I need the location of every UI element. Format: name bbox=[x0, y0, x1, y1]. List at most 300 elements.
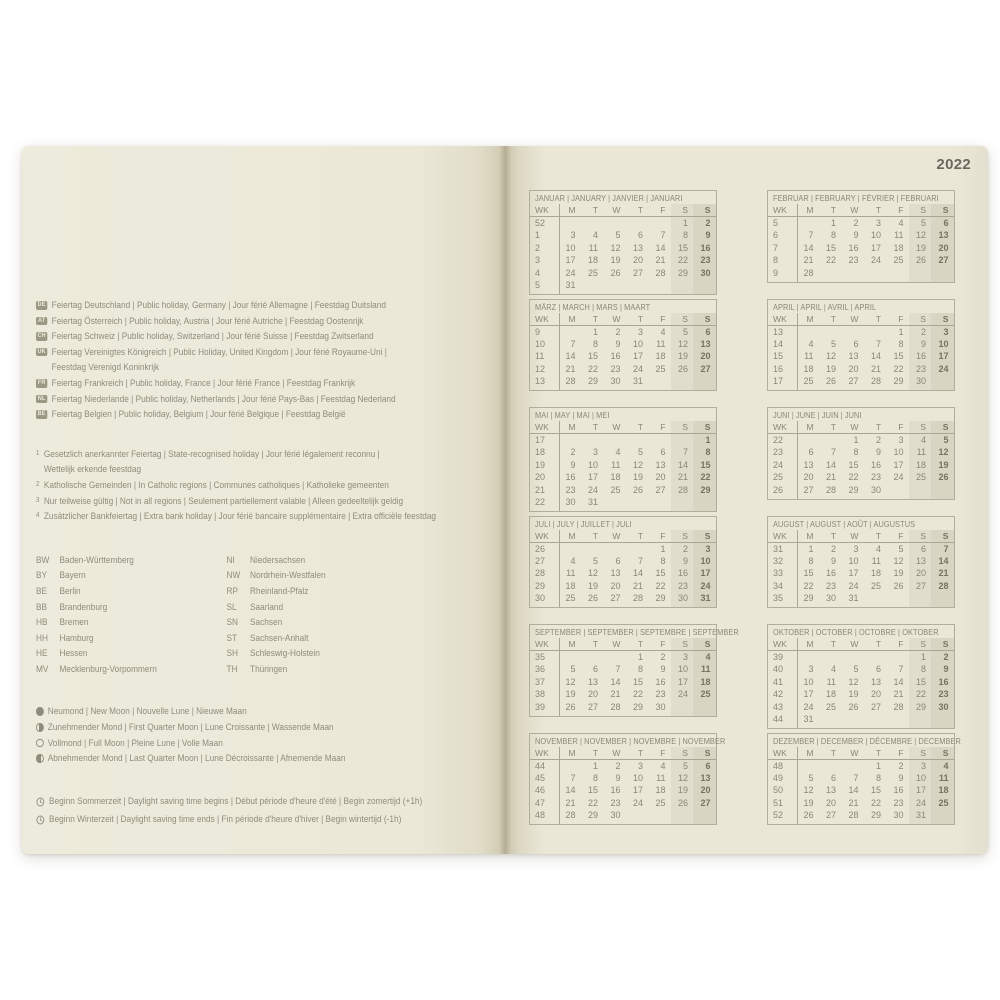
day-cell: 2 bbox=[615, 760, 621, 771]
week-number: 12 bbox=[535, 363, 546, 374]
mini-calendar-november bbox=[529, 733, 726, 826]
day-cell: 19 bbox=[938, 459, 949, 470]
day-cell bbox=[909, 484, 932, 496]
day-cell: 9 bbox=[943, 664, 949, 675]
week-row bbox=[768, 701, 954, 713]
moon-legend-text: Abnehmender Mond | Last Quarter Moon | Lune Décroissante | Afnemende Maan bbox=[47, 753, 346, 765]
states-legend bbox=[36, 553, 497, 678]
day-cell: 9 bbox=[682, 555, 688, 566]
day-cell: 20 bbox=[700, 351, 711, 362]
day-cell: 1 bbox=[875, 760, 881, 771]
week-number: 9 bbox=[773, 267, 779, 278]
day-cell: 24 bbox=[565, 267, 576, 278]
state-item bbox=[36, 662, 227, 678]
week-number: 17 bbox=[773, 376, 784, 387]
day-cell bbox=[886, 484, 909, 496]
week-number: 8 bbox=[773, 255, 779, 266]
day-cell: 7 bbox=[615, 664, 621, 675]
weekday-label: S bbox=[682, 639, 688, 649]
day-cell: 19 bbox=[825, 363, 836, 374]
day-cell: 23 bbox=[610, 797, 621, 808]
day-cell: 17 bbox=[893, 459, 904, 470]
legend-line: Katholische Gemeinden | In Catholic regions | Communes catholiques | Katholieke gemeenten bbox=[43, 479, 389, 491]
day-cell: 17 bbox=[803, 689, 814, 700]
weekday-label: W bbox=[612, 530, 621, 541]
state-abbr: NW bbox=[226, 570, 241, 582]
state-abbr: HH bbox=[36, 632, 48, 644]
moon-phase-legend bbox=[36, 704, 497, 766]
week-label: WK bbox=[535, 639, 549, 649]
week-row bbox=[530, 242, 716, 254]
day-cell bbox=[864, 592, 887, 604]
weekday-label: T bbox=[637, 422, 643, 432]
day-cell: 23 bbox=[938, 689, 949, 700]
week-number: 5 bbox=[773, 218, 779, 228]
weekday-label: T bbox=[875, 639, 881, 649]
week-number: 23 bbox=[773, 447, 784, 458]
day-cell: 12 bbox=[677, 772, 688, 783]
legend-line: Zusätzlicher Bankfeiertag | Extra bank holiday | Jour férié bancaire supplémentaire | Extra officiële feestdag bbox=[43, 511, 437, 523]
holiday-legend-item bbox=[36, 329, 497, 345]
legend-line: Feiertag Vereinigtes Königreich | Public Holiday, United Kingdom | Jour férié Royaume-Uni | bbox=[51, 346, 387, 358]
week-row bbox=[530, 688, 716, 700]
day-cell: 27 bbox=[803, 484, 814, 495]
weekday-label: W bbox=[850, 313, 859, 324]
calendar-title-april: APRIL | APRIL | AVRIL | APRIL bbox=[773, 301, 877, 312]
week-number: 26 bbox=[535, 543, 546, 554]
day-cell: 21 bbox=[870, 363, 881, 374]
week-number: 36 bbox=[535, 664, 546, 675]
week-number: 19 bbox=[535, 459, 546, 470]
day-cell: 18 bbox=[893, 242, 904, 253]
week-number: 22 bbox=[535, 496, 546, 507]
day-cell: 29 bbox=[632, 701, 643, 712]
day-cell: 3 bbox=[637, 760, 643, 771]
week-row bbox=[768, 375, 954, 387]
week-number: 17 bbox=[535, 435, 546, 445]
state-abbr: RP bbox=[226, 585, 239, 597]
week-row bbox=[530, 543, 716, 555]
weekday-label: S bbox=[942, 530, 949, 541]
week-label: WK bbox=[535, 530, 549, 541]
moon-legend-item bbox=[36, 704, 497, 720]
legend-line: Nur teilweise gültig | Not in all regions | Seulement partiellement valable | Alleen gedeeltelijk geldig bbox=[43, 495, 404, 507]
day-cell: 5 bbox=[592, 555, 598, 566]
waxing-moon-icon bbox=[36, 723, 43, 732]
new-moon-icon bbox=[36, 707, 43, 716]
day-cell: 12 bbox=[938, 447, 949, 458]
day-cell: 21 bbox=[565, 363, 576, 374]
day-cell: 1 bbox=[920, 652, 926, 662]
day-cell: 30 bbox=[677, 593, 688, 604]
calendar-weekday-header bbox=[768, 421, 954, 434]
week-row bbox=[530, 701, 716, 713]
week-number: 44 bbox=[535, 760, 546, 771]
day-cell bbox=[819, 713, 842, 725]
day-cell bbox=[864, 713, 887, 725]
day-cell: 5 bbox=[615, 230, 621, 241]
week-row bbox=[768, 809, 954, 821]
day-cell: 6 bbox=[705, 760, 711, 771]
day-cell: 13 bbox=[700, 772, 711, 783]
day-cell: 30 bbox=[825, 593, 836, 604]
day-cell: 6 bbox=[660, 447, 666, 458]
day-cell: 11 bbox=[871, 555, 881, 566]
week-number: 29 bbox=[535, 580, 546, 591]
day-cell: 28 bbox=[803, 267, 814, 278]
week-row bbox=[768, 555, 954, 567]
weekday-label: S bbox=[920, 422, 926, 432]
day-cell bbox=[626, 496, 649, 508]
day-cell bbox=[841, 760, 864, 772]
week-number: 21 bbox=[535, 484, 546, 495]
day-cell: 21 bbox=[848, 797, 859, 808]
calendar-weekday-header bbox=[530, 530, 716, 543]
day-cell: 14 bbox=[803, 242, 814, 253]
day-cell bbox=[796, 434, 819, 446]
state-abbr: ST bbox=[226, 632, 238, 644]
weekday-label: M bbox=[568, 313, 576, 324]
week-label: WK bbox=[535, 747, 549, 758]
day-cell: 16 bbox=[565, 472, 576, 483]
day-cell: 23 bbox=[700, 255, 711, 266]
day-cell: 26 bbox=[565, 701, 576, 712]
day-cell: 8 bbox=[592, 772, 598, 783]
day-cell: 15 bbox=[915, 676, 926, 687]
day-cell: 26 bbox=[803, 810, 814, 821]
day-cell: 18 bbox=[803, 363, 814, 374]
weekday-label: S bbox=[682, 205, 688, 215]
week-number: 50 bbox=[773, 785, 784, 796]
weekday-label: W bbox=[850, 747, 859, 758]
day-cell: 7 bbox=[682, 447, 688, 458]
calendar-weekday-header bbox=[530, 747, 716, 760]
day-cell: 11 bbox=[804, 351, 814, 362]
calendar-title-july: JULI | JULY | JUILLET | JULI bbox=[535, 518, 632, 529]
day-cell: 26 bbox=[915, 255, 926, 266]
day-cell: 29 bbox=[677, 267, 688, 278]
week-row bbox=[530, 651, 716, 663]
day-cell: 25 bbox=[700, 689, 711, 700]
day-cell: 10 bbox=[893, 447, 904, 458]
mini-calendar-february bbox=[767, 190, 955, 283]
calendar-weekday-header bbox=[768, 313, 954, 326]
day-cell: 15 bbox=[677, 242, 688, 253]
calendar-grid bbox=[529, 190, 961, 841]
states-column-right bbox=[227, 553, 497, 678]
day-cell: 12 bbox=[610, 242, 621, 253]
week-number: 47 bbox=[535, 797, 546, 808]
day-cell: 18 bbox=[587, 255, 598, 266]
weekday-label: T bbox=[637, 639, 643, 649]
day-cell: 25 bbox=[565, 593, 576, 604]
calendar-title-february: FEBRUAR | FEBRUARY | FÉVRIER | FEBRUARI bbox=[773, 193, 939, 203]
state-item bbox=[36, 631, 227, 647]
day-cell: 5 bbox=[570, 664, 576, 675]
state-name: Baden-Württemberg bbox=[59, 554, 134, 566]
weekday-label: F bbox=[898, 313, 904, 324]
day-cell: 12 bbox=[803, 785, 814, 796]
weekday-label: S bbox=[704, 205, 711, 215]
day-cell: 25 bbox=[587, 267, 598, 278]
state-name: Brandenburg bbox=[59, 601, 108, 613]
week-label: WK bbox=[773, 422, 787, 432]
weekday-label: S bbox=[942, 313, 949, 324]
week-row bbox=[768, 254, 954, 266]
clock-icon bbox=[36, 797, 45, 813]
state-name: Schleswig-Holstein bbox=[250, 648, 320, 660]
day-cell: 24 bbox=[893, 472, 904, 483]
day-cell: 26 bbox=[825, 376, 836, 387]
state-item bbox=[36, 646, 227, 662]
day-cell bbox=[841, 267, 864, 279]
holiday-legend-item bbox=[36, 314, 497, 330]
mini-calendar-october bbox=[767, 624, 955, 729]
day-cell bbox=[864, 326, 887, 338]
day-cell: 7 bbox=[853, 772, 859, 783]
day-cell: 24 bbox=[803, 701, 814, 712]
day-cell: 14 bbox=[870, 351, 881, 362]
day-cell: 2 bbox=[682, 543, 688, 554]
day-cell bbox=[558, 326, 581, 338]
day-cell: 19 bbox=[677, 351, 688, 362]
day-cell bbox=[581, 279, 604, 291]
day-cell: 5 bbox=[853, 664, 859, 675]
weekday-label: F bbox=[660, 530, 666, 541]
day-cell bbox=[603, 217, 626, 229]
day-cell: 12 bbox=[565, 676, 576, 687]
holiday-legend-item bbox=[36, 298, 497, 314]
day-cell: 20 bbox=[655, 472, 666, 483]
day-cell: 21 bbox=[938, 568, 949, 579]
calendar-title-september: SEPTEMBER | SEPTEMBER | SEPTEMBRE | SEPTEMBER bbox=[535, 627, 739, 637]
state-name: Nordrhein-Westfalen bbox=[250, 570, 326, 582]
week-number: 35 bbox=[535, 652, 546, 662]
day-cell bbox=[603, 496, 626, 508]
calendar-title-november: NOVEMBER | NOVEMBER | NOVEMBRE | NOVEMBER bbox=[535, 735, 726, 746]
day-cell: 19 bbox=[587, 580, 598, 591]
day-cell: 4 bbox=[830, 664, 836, 675]
day-cell bbox=[648, 375, 671, 387]
day-cell: 1 bbox=[637, 652, 643, 662]
week-row bbox=[768, 713, 954, 725]
week-row bbox=[530, 663, 716, 675]
weekday-label: T bbox=[875, 205, 881, 215]
weekday-label: T bbox=[592, 313, 598, 324]
holiday-legend-text bbox=[52, 298, 497, 314]
weekday-label: T bbox=[830, 313, 836, 324]
week-row bbox=[768, 663, 954, 675]
day-cell: 3 bbox=[875, 218, 881, 228]
day-cell bbox=[603, 543, 626, 555]
week-number: 44 bbox=[773, 713, 784, 724]
day-cell: 9 bbox=[660, 664, 666, 675]
day-cell: 25 bbox=[915, 472, 926, 483]
day-cell: 30 bbox=[700, 267, 711, 278]
day-cell: 14 bbox=[848, 785, 859, 796]
day-cell: 11 bbox=[588, 242, 598, 253]
day-cell: 17 bbox=[938, 351, 949, 362]
day-cell: 4 bbox=[615, 447, 621, 458]
day-cell: 11 bbox=[938, 772, 949, 783]
week-number: 5 bbox=[535, 279, 541, 290]
weekday-label: S bbox=[920, 639, 926, 649]
day-cell: 26 bbox=[677, 363, 688, 374]
calendar-title-october: OKTOBER | OCTOBER | OCTOBRE | OKTOBER bbox=[773, 627, 939, 637]
day-cell bbox=[648, 217, 671, 229]
state-abbr: BE bbox=[36, 585, 48, 597]
day-cell: 15 bbox=[893, 351, 904, 362]
day-cell: 5 bbox=[920, 218, 926, 228]
day-cell bbox=[581, 543, 604, 555]
day-cell bbox=[648, 809, 671, 821]
day-cell: 1 bbox=[592, 760, 598, 771]
day-cell: 8 bbox=[898, 338, 904, 349]
holiday-legend-text bbox=[52, 329, 497, 345]
day-cell bbox=[931, 375, 954, 387]
weekday-label: M bbox=[806, 747, 814, 758]
day-cell: 15 bbox=[587, 351, 598, 362]
day-cell: 21 bbox=[632, 580, 643, 591]
state-name: Niedersachsen bbox=[250, 554, 306, 566]
weekday-label: F bbox=[898, 530, 904, 541]
week-label: WK bbox=[773, 747, 787, 758]
day-cell: 31 bbox=[700, 593, 711, 604]
day-cell: 19 bbox=[632, 472, 643, 483]
day-cell: 17 bbox=[700, 568, 711, 579]
day-cell: 13 bbox=[825, 785, 836, 796]
day-cell bbox=[558, 651, 581, 663]
week-row bbox=[530, 229, 716, 241]
calendar-title-march: MÄRZ | MARCH | MARS | MAART bbox=[535, 301, 651, 312]
mini-calendar-january bbox=[529, 190, 717, 295]
day-cell: 13 bbox=[848, 351, 859, 362]
day-cell: 8 bbox=[682, 230, 688, 241]
legend-line: Gesetzlich anerkannter Feiertag | State-recognised holiday | Jour férié légalement reconnu | bbox=[43, 448, 380, 460]
day-cell: 3 bbox=[705, 543, 711, 554]
day-cell: 18 bbox=[938, 785, 949, 796]
dst-legend-item bbox=[36, 812, 497, 831]
week-row bbox=[768, 338, 954, 350]
holiday-legend-item bbox=[36, 345, 497, 376]
day-cell: 12 bbox=[632, 459, 643, 470]
day-cell: 16 bbox=[700, 242, 711, 253]
day-cell: 1 bbox=[682, 218, 688, 228]
day-cell: 19 bbox=[803, 797, 814, 808]
weekday-label: T bbox=[592, 422, 598, 432]
day-cell: 3 bbox=[570, 230, 576, 241]
day-cell bbox=[841, 326, 864, 338]
day-cell: 26 bbox=[632, 484, 643, 495]
day-cell: 6 bbox=[592, 664, 598, 675]
week-number: 46 bbox=[535, 785, 546, 796]
day-cell: 17 bbox=[915, 785, 926, 796]
day-cell: 24 bbox=[632, 797, 643, 808]
day-cell: 27 bbox=[700, 363, 711, 374]
weekday-label: W bbox=[612, 313, 621, 324]
day-cell: 9 bbox=[875, 447, 881, 458]
day-cell: 9 bbox=[853, 230, 859, 241]
day-cell: 9 bbox=[898, 772, 904, 783]
day-cell: 26 bbox=[848, 701, 859, 712]
day-cell: 28 bbox=[632, 593, 643, 604]
week-row bbox=[530, 809, 716, 821]
weekday-label: T bbox=[875, 530, 881, 541]
day-cell: 7 bbox=[637, 555, 643, 566]
holiday-legend-text bbox=[52, 407, 497, 423]
day-cell: 26 bbox=[938, 472, 949, 483]
week-number: 33 bbox=[773, 568, 784, 579]
day-cell: 29 bbox=[655, 593, 666, 604]
legend-line: Feiertag Frankreich | Public holiday, France | Jour férié France | Feestdag Frankrijk bbox=[51, 377, 356, 389]
legend-line: Feiertag Österreich | Public holiday, Austria | Jour férié Autriche | Feestdag Oostenrijk bbox=[51, 315, 364, 327]
day-cell: 1 bbox=[705, 435, 711, 445]
legend-line: Wettelijk erkende feestdag bbox=[43, 464, 142, 476]
week-row bbox=[768, 326, 954, 338]
day-cell: 18 bbox=[870, 568, 881, 579]
day-cell: 15 bbox=[870, 785, 881, 796]
mini-calendar-september bbox=[529, 624, 739, 717]
day-cell: 16 bbox=[655, 676, 666, 687]
day-cell bbox=[603, 279, 626, 291]
week-number: 15 bbox=[773, 351, 784, 362]
weekday-label: F bbox=[898, 747, 904, 758]
day-cell: 17 bbox=[848, 568, 859, 579]
week-number: 48 bbox=[535, 810, 546, 821]
day-cell: 14 bbox=[565, 785, 576, 796]
day-cell: 7 bbox=[570, 772, 576, 783]
footnote-marker: 2 bbox=[36, 480, 40, 488]
day-cell: 23 bbox=[565, 484, 576, 495]
weekday-label: W bbox=[850, 205, 859, 215]
day-cell bbox=[671, 496, 694, 508]
week-number: 51 bbox=[773, 797, 784, 808]
state-item bbox=[36, 584, 227, 600]
day-cell: 21 bbox=[677, 472, 688, 483]
day-cell: 1 bbox=[808, 543, 814, 554]
weekday-label: T bbox=[637, 205, 643, 215]
day-cell: 21 bbox=[893, 689, 904, 700]
dst-legend-text: Beginn Sommerzeit | Daylight saving time begins | Début période d'heure d'été | Begin zomertijd (+1h) bbox=[49, 795, 423, 807]
weekday-label: F bbox=[660, 639, 666, 649]
left-page bbox=[22, 146, 505, 854]
day-cell bbox=[671, 279, 694, 291]
holiday-legend-item bbox=[36, 376, 497, 392]
day-cell: 19 bbox=[915, 242, 926, 253]
state-item bbox=[227, 553, 497, 569]
day-cell bbox=[931, 592, 954, 604]
week-label: WK bbox=[773, 639, 787, 649]
week-number: 13 bbox=[773, 326, 784, 337]
state-name: Mecklenburg-Vorpommern bbox=[59, 663, 157, 675]
day-cell: 31 bbox=[587, 496, 598, 507]
week-row bbox=[530, 254, 716, 266]
weekday-label: T bbox=[830, 639, 836, 649]
week-row bbox=[530, 375, 716, 387]
week-row bbox=[768, 772, 954, 784]
day-cell: 24 bbox=[677, 689, 688, 700]
weekday-label: M bbox=[568, 747, 576, 758]
day-cell: 29 bbox=[915, 701, 926, 712]
week-row bbox=[768, 592, 954, 604]
day-cell: 13 bbox=[938, 230, 949, 241]
day-cell: 20 bbox=[700, 785, 711, 796]
week-number: 6 bbox=[773, 230, 779, 241]
weekday-label: S bbox=[942, 639, 949, 649]
day-cell: 31 bbox=[915, 810, 926, 821]
week-number: 10 bbox=[535, 338, 546, 349]
state-name: Sachsen bbox=[250, 617, 283, 629]
